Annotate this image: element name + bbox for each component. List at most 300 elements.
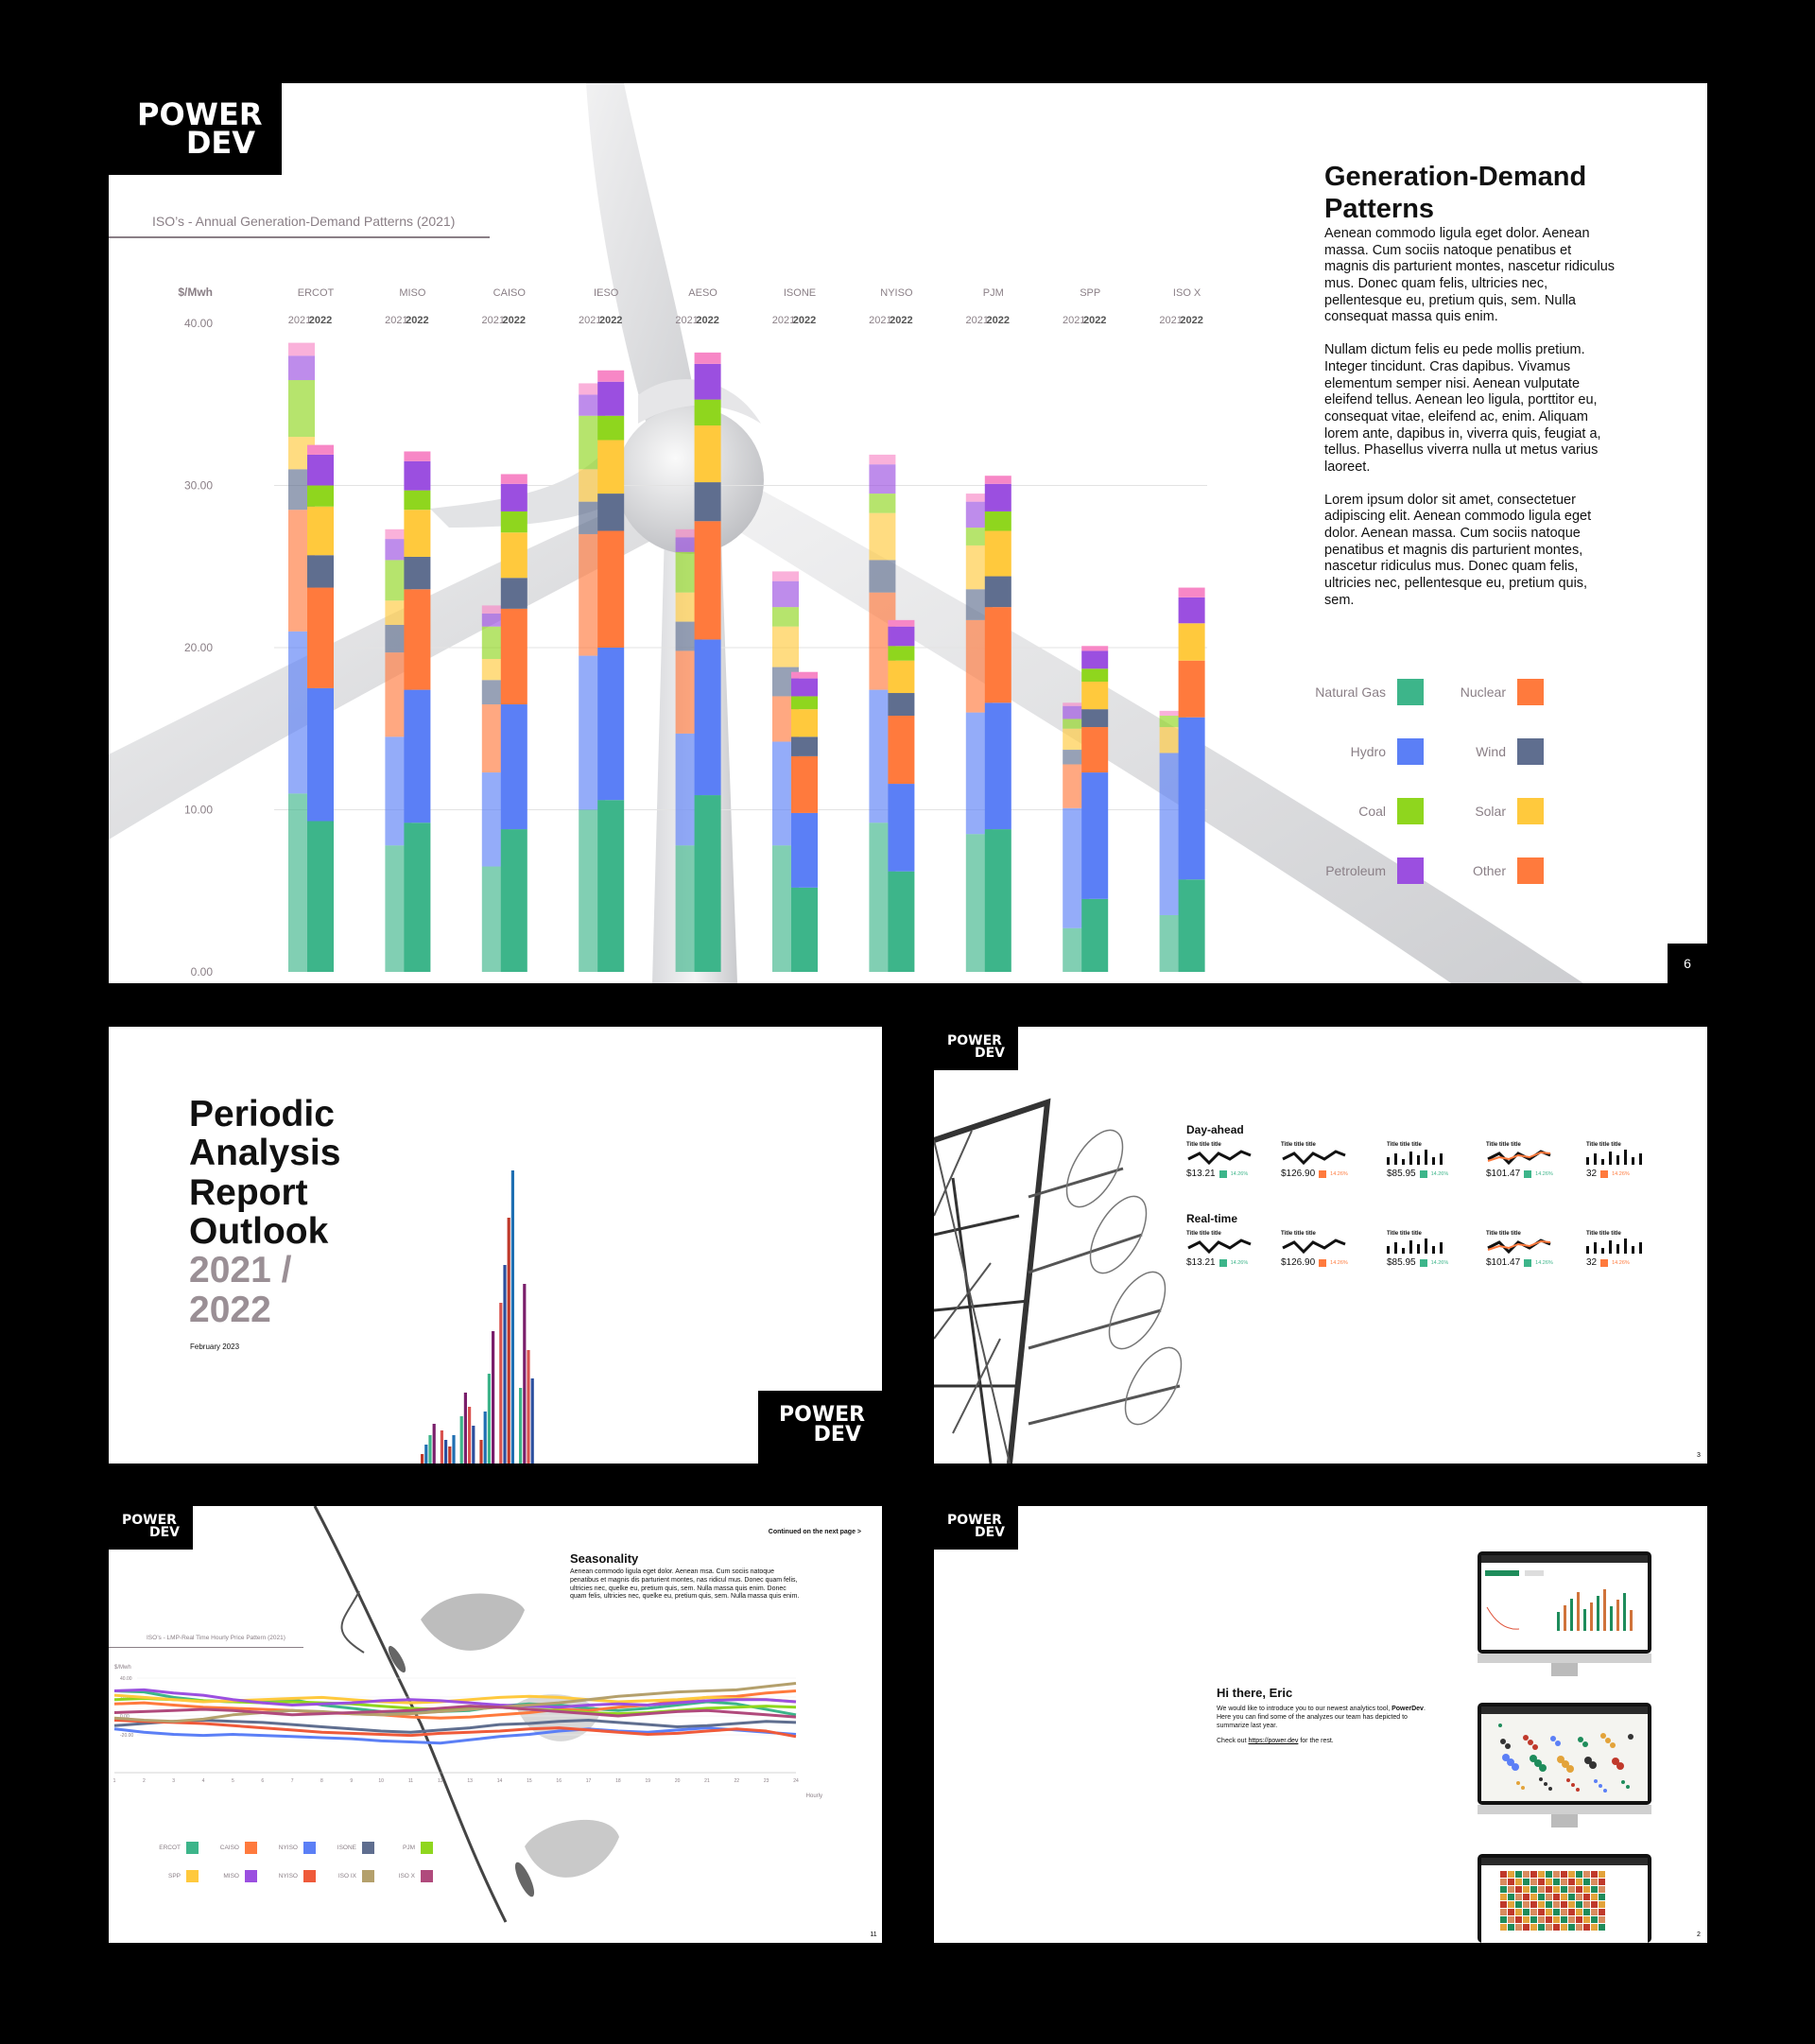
sparkline-bar [1639,1153,1642,1165]
mini-heat-cell [1576,1894,1582,1900]
brand-logo [934,1027,1018,1070]
decorative-bar [424,1445,427,1464]
mini-heat-cell [1591,1924,1598,1931]
legend-swatch [1397,798,1424,824]
mini-heat-cell [1583,1901,1590,1908]
year-label: 2021 [771,315,796,326]
kpi-card [1486,1231,1576,1288]
cover-title-line: Analysis [189,1133,341,1174]
mini-bar [1583,1609,1586,1631]
brand-line-1: POWER [947,1033,1002,1048]
x-tick-label: 8 [320,1778,323,1784]
category-label: SPP [1080,287,1101,299]
mini-heat-cell [1523,1886,1530,1893]
series-line [114,1721,796,1733]
bar-segment [888,784,914,872]
mini-heat-cell [1515,1879,1522,1885]
legend-label: PJM [403,1845,415,1851]
kpi-card [1586,1142,1676,1199]
mini-map-dot [1578,1737,1583,1742]
bar-segment [307,455,334,486]
year-label: 2022 [1180,315,1203,326]
trend-down-badge [1600,1259,1608,1267]
kpi-value: $126.90 [1281,1169,1316,1179]
category-label: ERCOT [297,287,335,299]
mini-map-dot [1584,1757,1592,1764]
brand-logo [934,1506,1018,1550]
bar-segment [404,823,430,972]
mini-heat-cell [1591,1916,1598,1923]
mini-map-dot [1576,1788,1580,1792]
mini-heat-cell [1530,1886,1537,1893]
bar-segment [1179,879,1205,972]
legend-label: NYISO [278,1873,298,1879]
mini-heat-cell [1576,1871,1582,1878]
category-label: NYISO [880,287,913,299]
legend-swatch [1397,857,1424,884]
mini-map-dot [1603,1789,1607,1793]
legend-item [205,1842,257,1854]
body-paragraph: Lorem ipsum dolor sit amet, consectetuer adipiscing elit. Aenean commodo ligula eget dolor. Aenean massa. Cum sociis natoque penatibus et magnis dis parturient montes, nascetur ridiculus mus. Donec quam felis, ultricies nec, pellentesque eu, pretium quis, sem. [1324,492,1592,608]
category-label: CAISO [493,287,526,299]
bar-segment [695,364,721,400]
mini-bar [1597,1596,1599,1631]
mini-map-dot [1628,1734,1634,1740]
bar-segment [791,888,818,972]
x-tick-label: 6 [261,1778,265,1784]
mini-map-dot [1539,1777,1543,1781]
mini-heat-cell [1515,1901,1522,1908]
bar-segment [597,494,624,530]
mini-map-dot [1566,1778,1570,1782]
x-axis-label: Hourly [805,1793,822,1799]
legend-label: MISO [223,1873,239,1879]
legend-item [1300,679,1424,705]
mini-heat-cell [1561,1916,1567,1923]
bar-segment [985,829,1011,972]
mini-heat-cell [1583,1871,1590,1878]
kpi-value: $13.21 [1186,1257,1216,1268]
mini-heat-cell [1515,1886,1522,1893]
mini-bar [1630,1610,1633,1631]
mini-heat-cell [1599,1886,1605,1893]
bar-segment [501,532,527,578]
y-tick-label: 10.00 [183,803,213,817]
mini-heat-cell [1591,1886,1598,1893]
bar-segment [1081,668,1108,682]
category-label: ISO X [1172,287,1201,299]
dashboard-screenshot-bars [1481,1555,1648,1650]
mini-heat-cell [1500,1871,1507,1878]
bar-segment [1081,646,1108,650]
bar-segment [501,609,527,704]
mini-heat-cell [1508,1886,1514,1893]
mini-map-dot [1571,1783,1575,1787]
mini-heat-cell [1576,1909,1582,1915]
cover-date: February 2023 [190,1342,240,1351]
bar-segment [1081,899,1108,972]
bar-segment [791,709,818,736]
year-label: 2021 [1062,315,1086,326]
mini-heat-cell [1523,1879,1530,1885]
mini-heat-cell [1538,1916,1545,1923]
mini-heat-cell [1530,1916,1537,1923]
mini-map-dot [1523,1735,1529,1741]
decorative-bar [484,1412,487,1464]
x-tick-label: 2 [142,1778,146,1784]
y-tick-label: 40.00 [183,317,213,330]
bar-segment [404,451,430,460]
year-label: 2022 [502,315,527,326]
legend-swatch [421,1842,433,1854]
line-chart-title: ISO’s - LMP-Real Time Hourly Price Pattern (2021) [147,1635,285,1641]
sparkline-bar [1601,1159,1604,1165]
bar-segment [404,461,430,491]
mini-map-dot [1582,1741,1588,1747]
legend-label: Nuclear [1460,684,1506,700]
legend-item [1432,857,1544,884]
x-tick-label: 23 [763,1778,769,1784]
page-number: 6 [1668,944,1707,983]
slide-kpi [934,1027,1707,1464]
kpi-delta: 14.26% [1330,1259,1348,1266]
mini-map-dot [1599,1784,1602,1788]
legend-item [264,1842,316,1854]
decorative-bar [511,1170,514,1464]
mini-heat-cell [1523,1894,1530,1900]
bar-segment [695,400,721,425]
legend-swatch [421,1870,433,1882]
y-axis-label: $/Mwh [114,1665,131,1671]
mini-bar [1623,1593,1626,1631]
legend-item [1300,857,1424,884]
decorative-bar [531,1378,534,1464]
mini-heat-cell [1553,1894,1560,1900]
season-body: Aenean commodo ligula eget dolor. Aenean msa. Cum sociis natoque penatibus et magnis dis parturient montes, nas ridicul mus. Donec quam felis, ultricies nec, quelke eu, pretium quis, sem. Nulla massa quis enim. Donec quam felis, ultricies nec, quelke eu, pretium quis, sem. Nulla massa quis enim. [570,1568,800,1601]
bar-segment [597,800,624,972]
bar-segment [695,425,721,482]
mini-heat-cell [1561,1871,1567,1878]
legend-item [205,1870,257,1882]
transmission-tower-photo [934,1027,1218,1464]
sparkline [1486,1148,1552,1167]
x-tick-label: 10 [378,1778,384,1784]
kpi-card-title: Title title title [1186,1142,1221,1148]
sparkline-line [1283,1152,1345,1163]
bar-segment [307,555,334,587]
sparkline-bar [1387,1246,1390,1254]
decorative-bar [433,1424,436,1464]
mini-heat-cell [1500,1924,1507,1931]
mini-heat-cell [1599,1879,1605,1885]
y-tick-label: -20.00 [120,1733,134,1739]
legend-label: Other [1472,863,1506,878]
sparkline-bar [1624,1150,1627,1165]
mini-heat-cell [1591,1901,1598,1908]
continued-link[interactable]: Continued on the next page > [768,1529,861,1535]
legend-label: Petroleum [1325,863,1386,878]
category-label: MISO [399,287,426,299]
kpi-value: $101.47 [1486,1169,1521,1179]
slide-cover [109,1027,882,1464]
year-label: 2021 [287,315,312,326]
x-tick-label: 24 [793,1778,799,1784]
kpi-delta: 14.26% [1430,1170,1449,1177]
brand-line-2: DEV [813,1422,861,1446]
trend-up-badge [1219,1170,1227,1178]
year-label: 2021 [869,315,892,326]
monitor-mockup [1478,1703,1651,1827]
sparkline [1186,1148,1253,1167]
mini-map-dot [1516,1781,1520,1785]
x-tick-label: 20 [674,1778,681,1784]
decorative-bar [499,1303,502,1464]
chart-title: ISO’s - Annual Generation-Demand Patterns (2021) [152,214,456,229]
x-tick-label: 22 [734,1778,740,1784]
kpi-grid [1186,1123,1678,1320]
intro-text: We would like to introduce you to our newest analytics tool, [1217,1706,1392,1712]
mini-heat-cell [1568,1924,1575,1931]
brand-line-1: POWER [137,96,263,132]
bar-segment [1179,588,1205,598]
y-axis-label: $/Mwh [178,286,213,299]
intro-text: . Here you can find some of the analyzes our team has depicted to summarize last year. [1217,1706,1426,1730]
mini-heat-cell [1508,1924,1514,1931]
bar-segment [869,560,895,592]
sparkline [1586,1148,1652,1167]
bar-segment [695,521,721,639]
category-label: AESO [688,287,717,299]
legend-item [1432,738,1544,765]
mini-heat-cell [1599,1894,1605,1900]
mini-heat-cell [1561,1886,1567,1893]
greeting: Hi there, Eric [1217,1686,1293,1700]
x-tick-label: 15 [527,1778,532,1784]
mini-bar [1616,1600,1619,1631]
sparkline-bar [1616,1244,1619,1254]
bar-segment [695,482,721,521]
legend-label: ISO X [398,1873,415,1879]
mini-heat-cell [1576,1916,1582,1923]
kpi-row-label: Day-ahead [1186,1123,1244,1136]
mini-heat-cell [1561,1924,1567,1931]
sparkline-bar [1594,1242,1597,1254]
decorative-bar [464,1393,467,1464]
y-tick-label: 20.00 [120,1695,132,1701]
mini-map-dot [1605,1738,1611,1743]
bar-segment [1179,623,1205,660]
intro-product-name: PowerDev [1392,1706,1424,1712]
mini-heat-cell [1530,1909,1537,1915]
legend-label: SPP [167,1873,181,1879]
brand-line-2: DEV [185,125,255,162]
cover-year-line: 2021 / [189,1250,292,1291]
kpi-card-title: Title title title [1281,1142,1316,1148]
mini-heat-cell [1553,1916,1560,1923]
legend-item [1432,679,1544,705]
mini-map-dot [1500,1739,1506,1744]
bar-segment [404,491,430,511]
year-label: 2021 [481,315,506,326]
bar-segment [772,607,799,627]
brand-line-1: POWER [122,1513,177,1528]
kpi-delta: 14.26% [1535,1170,1553,1177]
bar-segment [307,507,334,555]
legend-swatch [186,1870,199,1882]
bar-segment [597,531,624,648]
mini-bar [1577,1592,1580,1631]
mini-heat-cell [1530,1871,1537,1878]
mini-heat-cell [1546,1924,1552,1931]
x-tick-label: 13 [467,1778,473,1784]
sparkline-bar [1432,1246,1435,1254]
year-label: 2021 [675,315,699,326]
sparkline-bar [1432,1157,1435,1165]
bar-segment [869,494,895,513]
mini-heat-cell [1561,1879,1567,1885]
mini-heat-cell [1568,1886,1575,1893]
mini-heat-cell [1523,1901,1530,1908]
year-label: 2022 [1082,315,1107,326]
bar-segment [985,531,1011,577]
bar-segment [288,343,315,356]
kpi-card [1281,1142,1371,1199]
bar-segment [597,416,624,441]
sparkline-line [1188,1152,1251,1163]
y-tick-label: 40.00 [120,1676,132,1682]
mini-heat-cell [1500,1886,1507,1893]
mini-heat-cell [1515,1909,1522,1915]
mini-heat-cell [1583,1879,1590,1885]
brand-line-1: POWER [947,1513,1002,1528]
bar-segment [597,440,624,494]
legend-swatch [362,1870,374,1882]
decorative-bar [444,1440,447,1464]
mini-heat-cell [1591,1879,1598,1885]
page-number: 2 [1690,1926,1707,1943]
decorative-bar [421,1454,424,1464]
mini-heat-cell [1576,1886,1582,1893]
bar-segment [1081,772,1108,899]
decorative-bar [472,1426,475,1464]
kpi-value: $85.95 [1387,1257,1416,1268]
kpi-card [1186,1142,1276,1199]
bar-segment [791,672,818,679]
sparkline-bar [1586,1157,1589,1165]
mini-map-dot [1626,1785,1630,1789]
decorative-bar [428,1435,431,1464]
sparkline-bar [1425,1239,1427,1254]
year-label: 2021 [965,315,990,326]
kpi-card-title: Title title title [1387,1142,1422,1148]
mini-map-dot [1521,1786,1525,1790]
sparkline-bar [1624,1239,1627,1254]
mini-heat-cell [1561,1909,1567,1915]
mini-heat-cell [1530,1879,1537,1885]
mini-heat-cell [1508,1894,1514,1900]
kpi-card [1186,1231,1276,1288]
website-link[interactable]: https://power.dev [1248,1738,1299,1745]
bar-segment [888,620,914,627]
mini-map-dot [1498,1724,1502,1727]
legend-swatch [186,1842,199,1854]
year-label: 2021 [385,315,408,326]
sparkline [1387,1148,1453,1167]
mini-heat-cell [1546,1886,1552,1893]
mini-heat-cell [1530,1894,1537,1900]
sparkline [1186,1237,1253,1256]
year-label: 2022 [406,315,429,326]
legend-item [147,1870,199,1882]
intro-body [1217,1705,1429,1745]
legend-swatch [303,1870,316,1882]
legend-item [322,1842,374,1854]
section-body [1324,226,1617,609]
bar-segment [985,476,1011,484]
year-label: 2022 [598,315,623,326]
sparkline [1586,1237,1652,1256]
sparkline-bar [1402,1159,1405,1165]
bar-segment [307,822,334,972]
mini-heat-cell [1576,1924,1582,1931]
mini-heat-cell [1591,1909,1598,1915]
mini-heat-cell [1546,1916,1552,1923]
bar-segment [404,589,430,689]
trend-up-badge [1524,1259,1531,1267]
intro-text: Check out [1217,1738,1249,1745]
x-tick-label: 9 [350,1778,354,1784]
x-tick-label: 17 [585,1778,592,1784]
bar-segment [985,607,1011,702]
sparkline-line [1188,1240,1251,1252]
bar-segment [791,679,818,697]
kpi-row-label: Real-time [1186,1212,1238,1225]
mini-map-dot [1544,1782,1547,1786]
legend-item [1432,798,1544,824]
kpi-delta: 14.26% [1230,1259,1249,1266]
slide-generation-demand [109,83,1707,983]
x-tick-label: 21 [704,1778,710,1784]
trend-up-badge [1524,1170,1531,1178]
sparkline-bar [1609,1240,1612,1254]
sparkline-bar [1417,1155,1420,1165]
dashboard-screenshot-heatmap [1481,1858,1648,1943]
decorative-bar [488,1374,491,1464]
sparkline-bar [1425,1150,1427,1165]
bar-segment [1081,727,1108,772]
bar-segment [501,578,527,609]
year-label: 2021 [578,315,602,326]
mini-map-dot [1594,1779,1598,1783]
bar-segment [501,484,527,511]
kpi-delta: 14.26% [1612,1170,1630,1177]
decorative-bar [452,1435,455,1464]
legend-label: NYISO [278,1845,298,1851]
bar-segment [695,795,721,972]
bar-segment [791,756,818,813]
bar-segment [888,661,914,693]
legend-item [264,1870,316,1882]
brand-line-2: DEV [974,1046,1005,1062]
mini-heat-cell [1500,1901,1507,1908]
legend-item [1300,738,1424,765]
mini-heat-cell [1568,1894,1575,1900]
decorative-bar [448,1446,451,1464]
legend-swatch [1517,857,1544,884]
mini-heat-cell [1515,1871,1522,1878]
x-tick-label: 5 [232,1778,234,1784]
mini-heat-cell [1599,1916,1605,1923]
